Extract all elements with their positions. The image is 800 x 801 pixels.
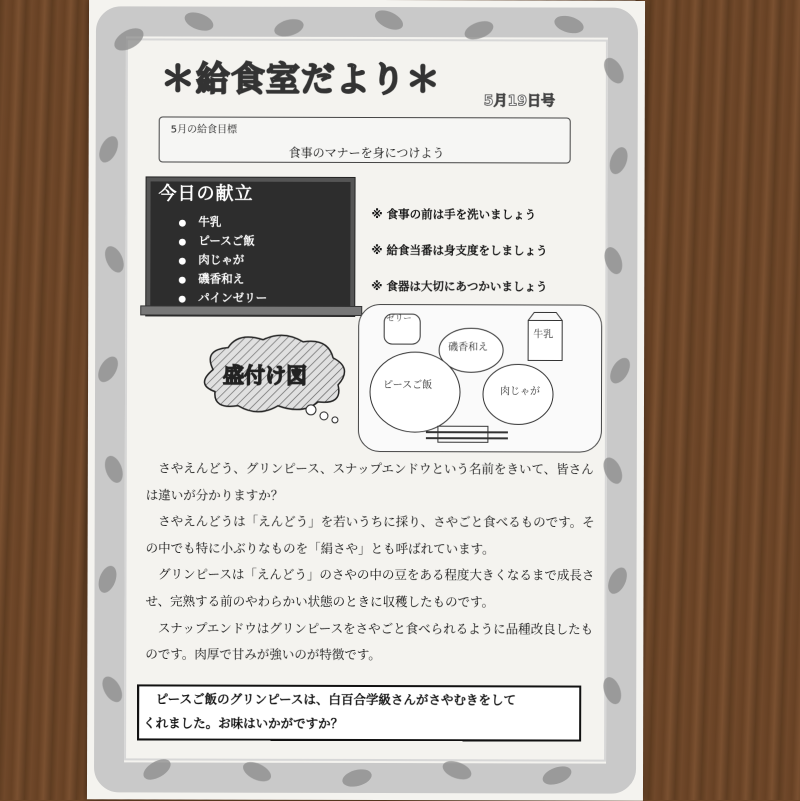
menu-item: ● ピースご飯 bbox=[178, 233, 267, 252]
article-paragraph: スナップエンドウはグリンピースをさやごと食べられるように品種改良したものです。肉厚で甘みが強いのが特徴です。 bbox=[145, 615, 605, 669]
jelly-label: ゼリー bbox=[386, 312, 412, 324]
newsletter-sheet bbox=[87, 0, 645, 801]
article-paragraph: さやえんどうは「えんどう」を若いうちに採り、さやごと食べるものです。その中でも特に小ぶりなものを「絹さや」とも呼ばれています。 bbox=[146, 509, 606, 563]
note-text bbox=[143, 687, 573, 736]
note-line-2: くれました。お味はいかがですか？ bbox=[143, 711, 573, 736]
plating-title: 盛付け図 bbox=[223, 360, 307, 390]
article-paragraph: グリンピースは「えんどう」のさやの中の豆をある程度大きくなるまで成長させ、完熟する前のやわらかい状態のときに収穫したものです。 bbox=[145, 562, 605, 616]
menu-item: ● 肉じゃが bbox=[178, 252, 267, 271]
menu-list bbox=[178, 214, 267, 309]
menu-title: 今日の献立 bbox=[159, 179, 254, 205]
isoka-label: 磯香和え bbox=[448, 338, 488, 353]
nikujaga-label: 肉じゃが bbox=[500, 382, 540, 397]
note-line-1: ピースご飯のグリンピースは、白百合学級さんがさやむきをして bbox=[143, 687, 573, 712]
newsletter-title: ＊給食室だより＊ bbox=[161, 51, 441, 101]
manner-item: ※ 給食当番は身支度をしましょう bbox=[371, 242, 547, 278]
menu-item: ● パインゼリー bbox=[178, 290, 267, 309]
goal-label: 5月の給食目標 bbox=[171, 120, 237, 135]
manners-list bbox=[371, 206, 547, 314]
menu-item: ● 磯香和え bbox=[178, 271, 267, 290]
menu-item: ● 牛乳 bbox=[178, 214, 267, 233]
issue-date: 5月19日号 bbox=[484, 90, 555, 110]
goal-text: 食事のマナーを身につけよう bbox=[289, 144, 445, 161]
article-body bbox=[145, 455, 606, 669]
milk-label: 牛乳 bbox=[533, 325, 553, 340]
manner-item: ※ 食事の前は手を洗いましょう bbox=[371, 206, 547, 242]
manner-item: ※ 食器は大切にあつかいましょう bbox=[371, 278, 547, 314]
rice-label: ピースご飯 bbox=[383, 376, 432, 391]
article-paragraph: さやえんどう、グリンピース、スナップエンドウという名前をきいて、皆さんは違いが分かりますか？ bbox=[146, 455, 606, 509]
